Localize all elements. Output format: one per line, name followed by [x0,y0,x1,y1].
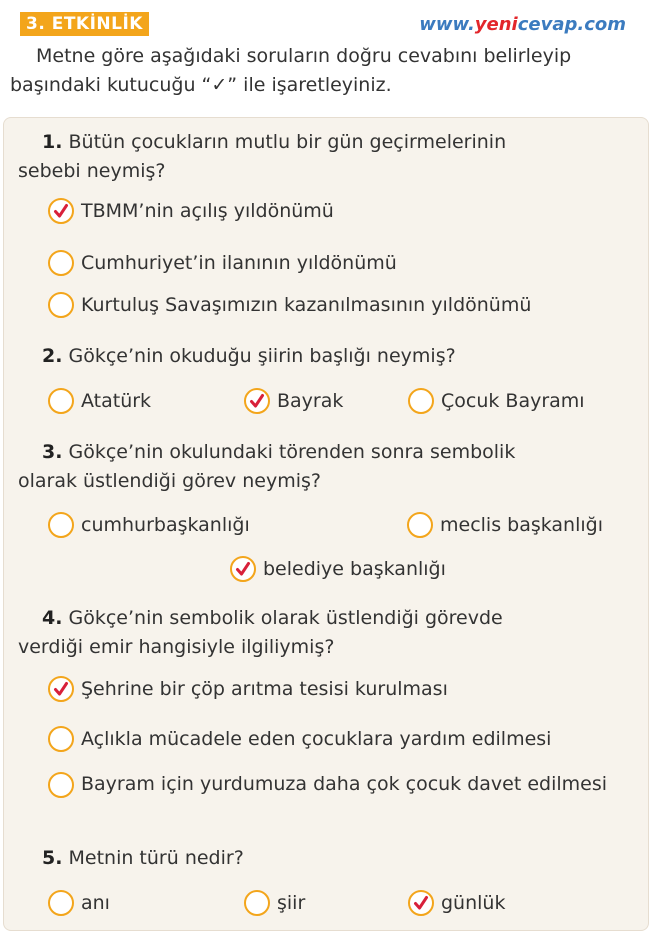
radio-circle[interactable] [48,292,74,318]
radio-circle[interactable] [48,676,74,702]
site-watermark: www.yenicevap.com [419,14,626,35]
check-icon [53,681,69,697]
option[interactable]: şiir [244,890,305,916]
question-5: 5. Metnin türü nedir? [42,847,244,869]
radio-circle[interactable] [48,250,74,276]
radio-circle[interactable] [48,512,74,538]
radio-circle[interactable] [48,388,74,414]
option[interactable]: meclis başkanlığı [407,512,603,538]
check-icon [235,561,251,577]
option[interactable]: anı [48,890,110,916]
question-1: 1. Bütün çocukların mutlu bir gün geçirmelerinin sebebi neymiş? [18,131,507,182]
option[interactable]: Kurtuluş Savaşımızın kazanılmasının yıldönümü [48,292,531,318]
option[interactable]: Atatürk [48,388,151,414]
option[interactable]: Şehrine bir çöp arıtma tesisi kurulması [48,676,448,702]
activity-label: 3. ETKİNLİK [20,12,149,36]
radio-circle[interactable] [48,772,74,798]
question-3: 3. Gökçe’nin okulundaki törenden sonra sembolik olarak üstlendiği görev neymiş? [18,441,516,492]
radio-circle[interactable] [48,198,74,224]
instruction-text: Metne göre aşağıdaki soruların doğru cevabını belirleyip başındaki kutucuğu “✓” ile işaretleyiniz. [10,45,572,96]
question-2: 2. Gökçe’nin okuduğu şiirin başlığı neymiş? [42,345,456,367]
question-4: 4. Gökçe’nin sembolik olarak üstlendiği görevde verdiği emir hangisiyle ilgiliymiş? [18,607,503,658]
radio-circle[interactable] [408,388,434,414]
question-panel [3,117,649,931]
option[interactable]: günlük [408,890,505,916]
radio-circle[interactable] [244,890,270,916]
radio-circle[interactable] [407,512,433,538]
check-icon [249,393,265,409]
option[interactable]: Cumhuriyet’in ilanının yıldönümü [48,250,397,276]
option[interactable]: Çocuk Bayramı [408,388,585,414]
option[interactable]: belediye başkanlığı [230,556,446,582]
radio-circle[interactable] [48,890,74,916]
radio-circle[interactable] [230,556,256,582]
option[interactable]: Bayram için yurdumuza daha çok çocuk davet edilmesi [48,770,641,798]
radio-circle[interactable] [48,726,74,752]
check-icon [53,203,69,219]
check-icon [413,895,429,911]
option[interactable]: cumhurbaşkanlığı [48,512,250,538]
option[interactable]: TBMM’nin açılış yıldönümü [48,198,334,224]
radio-circle[interactable] [244,388,270,414]
radio-circle[interactable] [408,890,434,916]
page-header [0,6,650,106]
option[interactable]: Açlıkla mücadele eden çocuklara yardım edilmesi [48,726,551,752]
option[interactable]: Bayrak [244,388,343,414]
